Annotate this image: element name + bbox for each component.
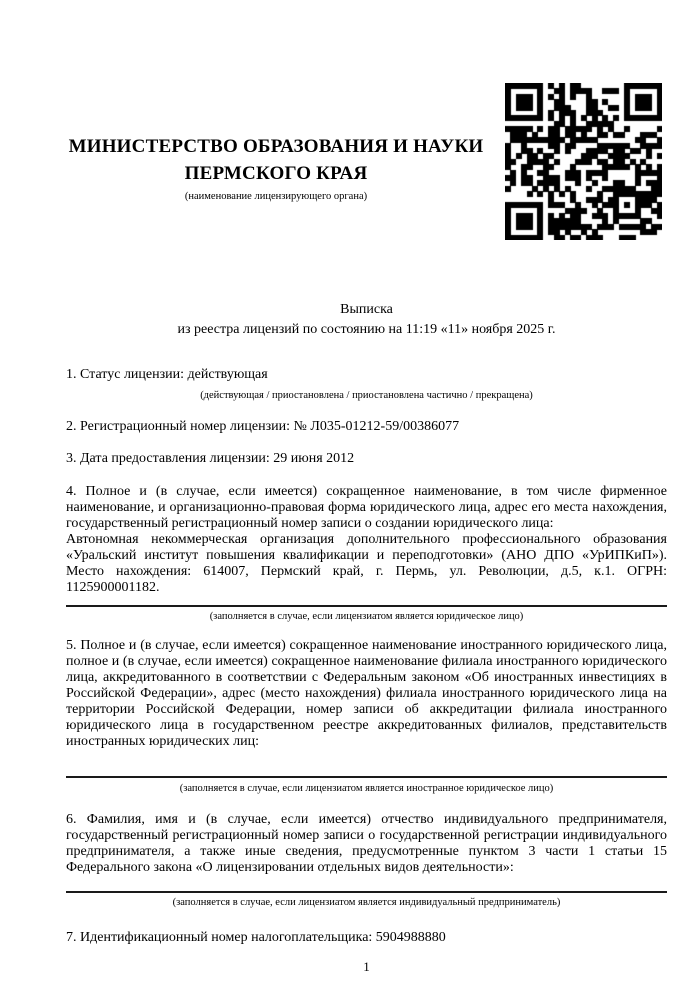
ministry-header (66, 0, 486, 204)
page-number: 1 (363, 959, 370, 974)
foreign-entity-caption: (заполняется в случае, если лицензиатом является иностранное юридическое лицо) (179, 783, 554, 794)
legal-entity-caption: (заполняется в случае, если лицензиатом является юридическое лицо) (209, 611, 524, 622)
qr-code (505, 83, 662, 240)
legal-entity-label: 4. Полное и (в случае, если имеется) сокращенное наименование, в том числе фирменное наименование, и организационно-правовая форма юридического лица, адрес его места нахождения, государственный регистрационный номер записи о создании юридического лица: (66, 484, 667, 531)
ministry-caption: (наименование лицензирующего органа) (184, 191, 368, 202)
license-status-caption: (действующая / приостановлена / приостановлена частично / прекращена) (200, 390, 533, 401)
ministry-name-line2: ПЕРМСКОГО КРАЯ (184, 163, 368, 184)
fill-in-rule (66, 605, 667, 607)
foreign-entity-label: 5. Полное и (в случае, если имеется) сокращенное наименование иностранного юридического лица, полное и (в случае, если имеется) сокращенное наименование филиала иностранного юридического лица, аккредитованного в соответствии с Федеральным законом «Об иностранных инвестициях в Российской Федерации», адрес (место нахождения) филиала иностранного юридического лица на территории Российской Федерации, номер записи об аккредитации филиала иностранного юридического лица в государственном реестре аккредитованных филиалов, представительств иностранных юридических лиц: (66, 638, 667, 749)
document-title-line1: Выписка (340, 302, 393, 317)
section-individual-entrepreneur (66, 812, 667, 909)
license-date-text: 3. Дата предоставления лицензии: 29 июня 2012 (66, 451, 355, 466)
document-title (66, 300, 667, 340)
section-foreign-entity (66, 638, 667, 795)
section-taxpayer-number (66, 930, 667, 946)
individual-entrepreneur-caption: (заполняется в случае, если лицензиатом является индивидуальный предприниматель) (172, 897, 561, 908)
registration-number-text: 2. Регистрационный номер лицензии: № Л035-01212-59/00386077 (66, 419, 460, 434)
document-title-line2: из реестра лицензий по состоянию на 11:19 «11» ноября 2025 г. (177, 322, 556, 337)
fill-in-rule (66, 776, 667, 778)
individual-entrepreneur-label: 6. Фамилия, имя и (в случае, если имеется) отчество индивидуального предпринимателя, государственный регистрационный номер записи о государственной регистрации индивидуального предпринимателя, а также иные сведения, предусмотренные пунктом 3 части 1 статьи 15 Федерального закона «О лицензировании отдельных видов деятельности»: (66, 812, 667, 875)
license-status-text: 1. Статус лицензии: действующая (66, 367, 268, 382)
section-registration-number (66, 419, 667, 435)
section-legal-entity (66, 484, 667, 623)
section-license-status (66, 367, 667, 402)
legal-entity-value: Автономная некоммерческая организация дополнительного профессионального образования «Уральский институт повышения квалификации и переподготовки» (АНО ДПО «УрИПКиП»). Место нахождения: 614007, Пермский край, г. Пермь, ул. Революции, д.5, к.1. ОГРН: 1125900001182. (66, 532, 667, 595)
ministry-name-line1: МИНИСТЕРСТВО ОБРАЗОВАНИЯ И НАУКИ (68, 136, 484, 157)
taxpayer-number-text: 7. Идентификационный номер налогоплательщика: 5904988880 (66, 930, 446, 945)
section-license-date (66, 451, 667, 467)
fill-in-rule (66, 891, 667, 893)
